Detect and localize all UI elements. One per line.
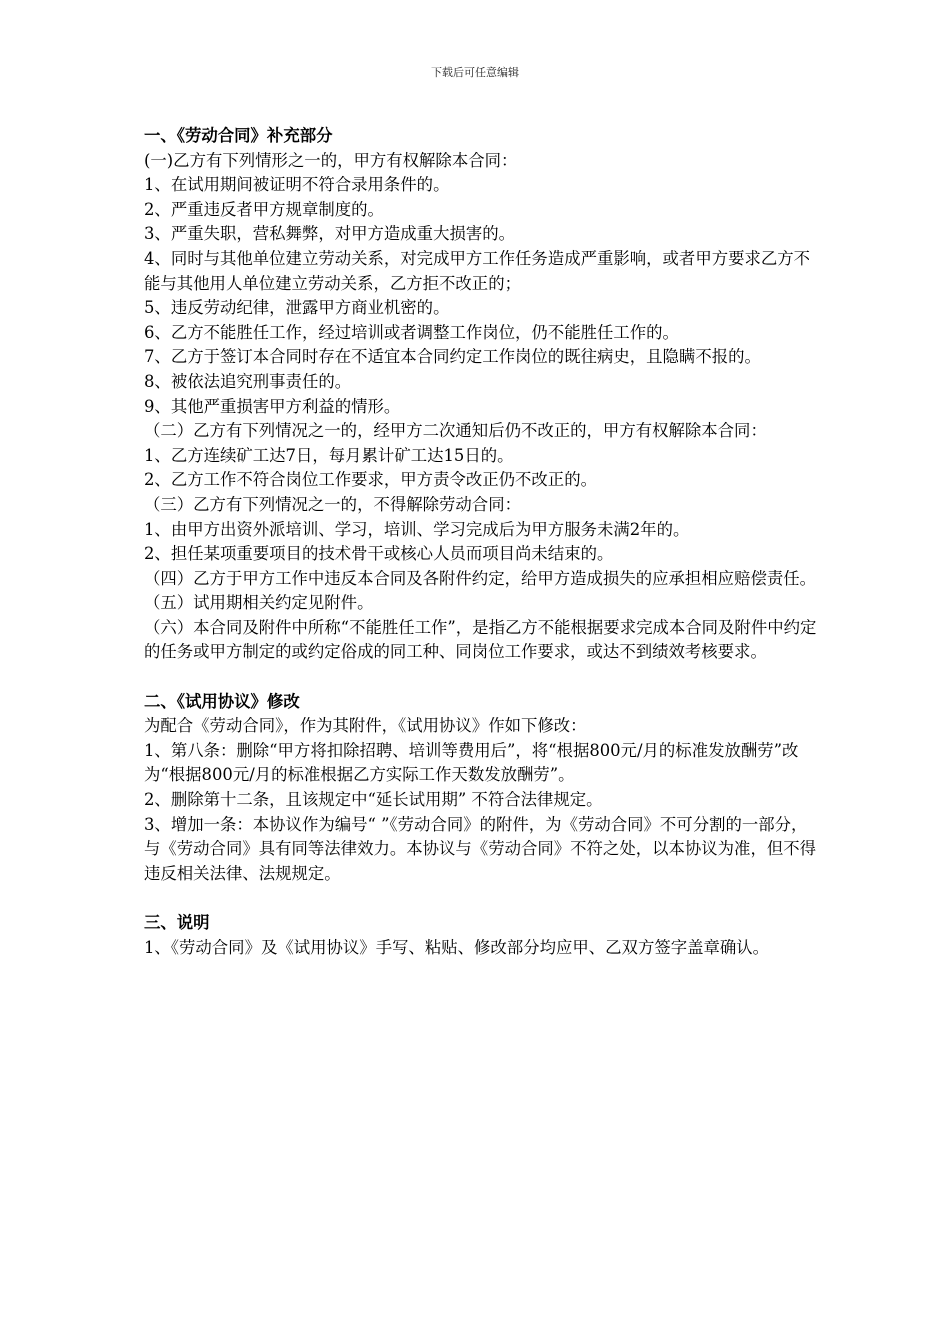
section-notes bbox=[144, 911, 820, 960]
page-header: 下载后可任意编辑 bbox=[431, 66, 519, 79]
paragraph: 为配合《劳动合同》，作为其附件，《试用协议》作如下修改： bbox=[144, 716, 587, 736]
paragraph: 3、增加一条：本协议作为编号“ ”《劳动合同》的附件，为《劳动合同》不可分割的一部分，与《劳动合同》具有同等法律效力。本协议与《劳动合同》不符之处，以本协议为准，但不得违反相关法律、法规规定。 bbox=[144, 814, 817, 883]
paragraph: 5、违反劳动纪律，泄露甲方商业机密的。 bbox=[144, 298, 450, 318]
paragraph: 1、《劳动合同》及《试用协议》手写、粘贴、修改部分均应甲、乙双方签字盖章确认。 bbox=[144, 937, 770, 957]
document-body bbox=[144, 124, 820, 960]
section-spacer bbox=[144, 886, 820, 911]
section-spacer bbox=[144, 665, 820, 690]
paragraph: 4、同时与其他单位建立劳动关系，对完成甲方工作任务造成严重影响，或者甲方要求乙方不能与其他用人单位建立劳动关系，乙方拒不改正的； bbox=[144, 248, 811, 293]
paragraph: （三）乙方有下列情况之一的，不得解除劳动合同： bbox=[144, 494, 521, 514]
paragraph: 7、乙方于签订本合同时存在不适宜本合同约定工作岗位的既往病史，且隐瞒不报的。 bbox=[144, 347, 761, 367]
paragraph: 2、严重违反者甲方规章制度的。 bbox=[144, 199, 384, 219]
paragraph: 1、第八条：删除“甲方将扣除招聘、培训等费用后”，将“根据800元/月的标准发放酬劳”改为“根据800元/月的标准根据乙方实际工作天数发放酬劳”。 bbox=[144, 740, 799, 785]
paragraph: （六）本合同及附件中所称“不能胜任工作”，是指乙方不能根据要求完成本合同及附件中约定的任务或甲方制定的或约定俗成的同工种、同岗位工作要求，或达不到绩效考核要求。 bbox=[144, 617, 817, 662]
paragraph: 2、乙方工作不符合岗位工作要求，甲方责令改正仍不改正的。 bbox=[144, 470, 597, 490]
paragraph: 6、乙方不能胜任工作，经过培训或者调整工作岗位，仍不能胜任工作的。 bbox=[144, 322, 679, 342]
paragraph: (一)乙方有下列情形之一的，甲方有权解除本合同： bbox=[144, 150, 518, 170]
paragraph: 1、乙方连续矿工达7日，每月累计矿工达15日的。 bbox=[144, 445, 514, 465]
paragraph: 2、删除第十二条，且该规定中“延长试用期” 不符合法律规定。 bbox=[144, 790, 603, 810]
section-heading: 三、说明 bbox=[144, 913, 210, 932]
paragraph: （二）乙方有下列情况之一的，经甲方二次通知后仍不改正的，甲方有权解除本合同： bbox=[144, 421, 767, 441]
paragraph: （五）试用期相关约定见附件。 bbox=[144, 593, 374, 613]
section-labor-contract-supplement bbox=[144, 124, 820, 665]
paragraph: 8、被依法追究刑事责任的。 bbox=[144, 371, 352, 391]
paragraph: 1、在试用期间被证明不符合录用条件的。 bbox=[144, 175, 450, 195]
paragraph: （四）乙方于甲方工作中违反本合同及各附件约定，给甲方造成损失的应承担相应赔偿责任。 bbox=[144, 568, 817, 588]
section-heading: 一、《劳动合同》补充部分 bbox=[144, 126, 333, 145]
paragraph: 3、严重失职，营私舞弊，对甲方造成重大损害的。 bbox=[144, 224, 516, 244]
paragraph: 9、其他严重损害甲方利益的情形。 bbox=[144, 396, 401, 416]
section-heading: 二、《试用协议》修改 bbox=[144, 691, 300, 711]
paragraph: 1、由甲方出资外派培训、学习，培训、学习完成后为甲方服务未满2年的。 bbox=[144, 519, 690, 539]
section-probation-agreement-amendment bbox=[144, 690, 820, 887]
paragraph: 2、担任某项重要项目的技术骨干或核心人员而项目尚未结束的。 bbox=[144, 544, 614, 564]
